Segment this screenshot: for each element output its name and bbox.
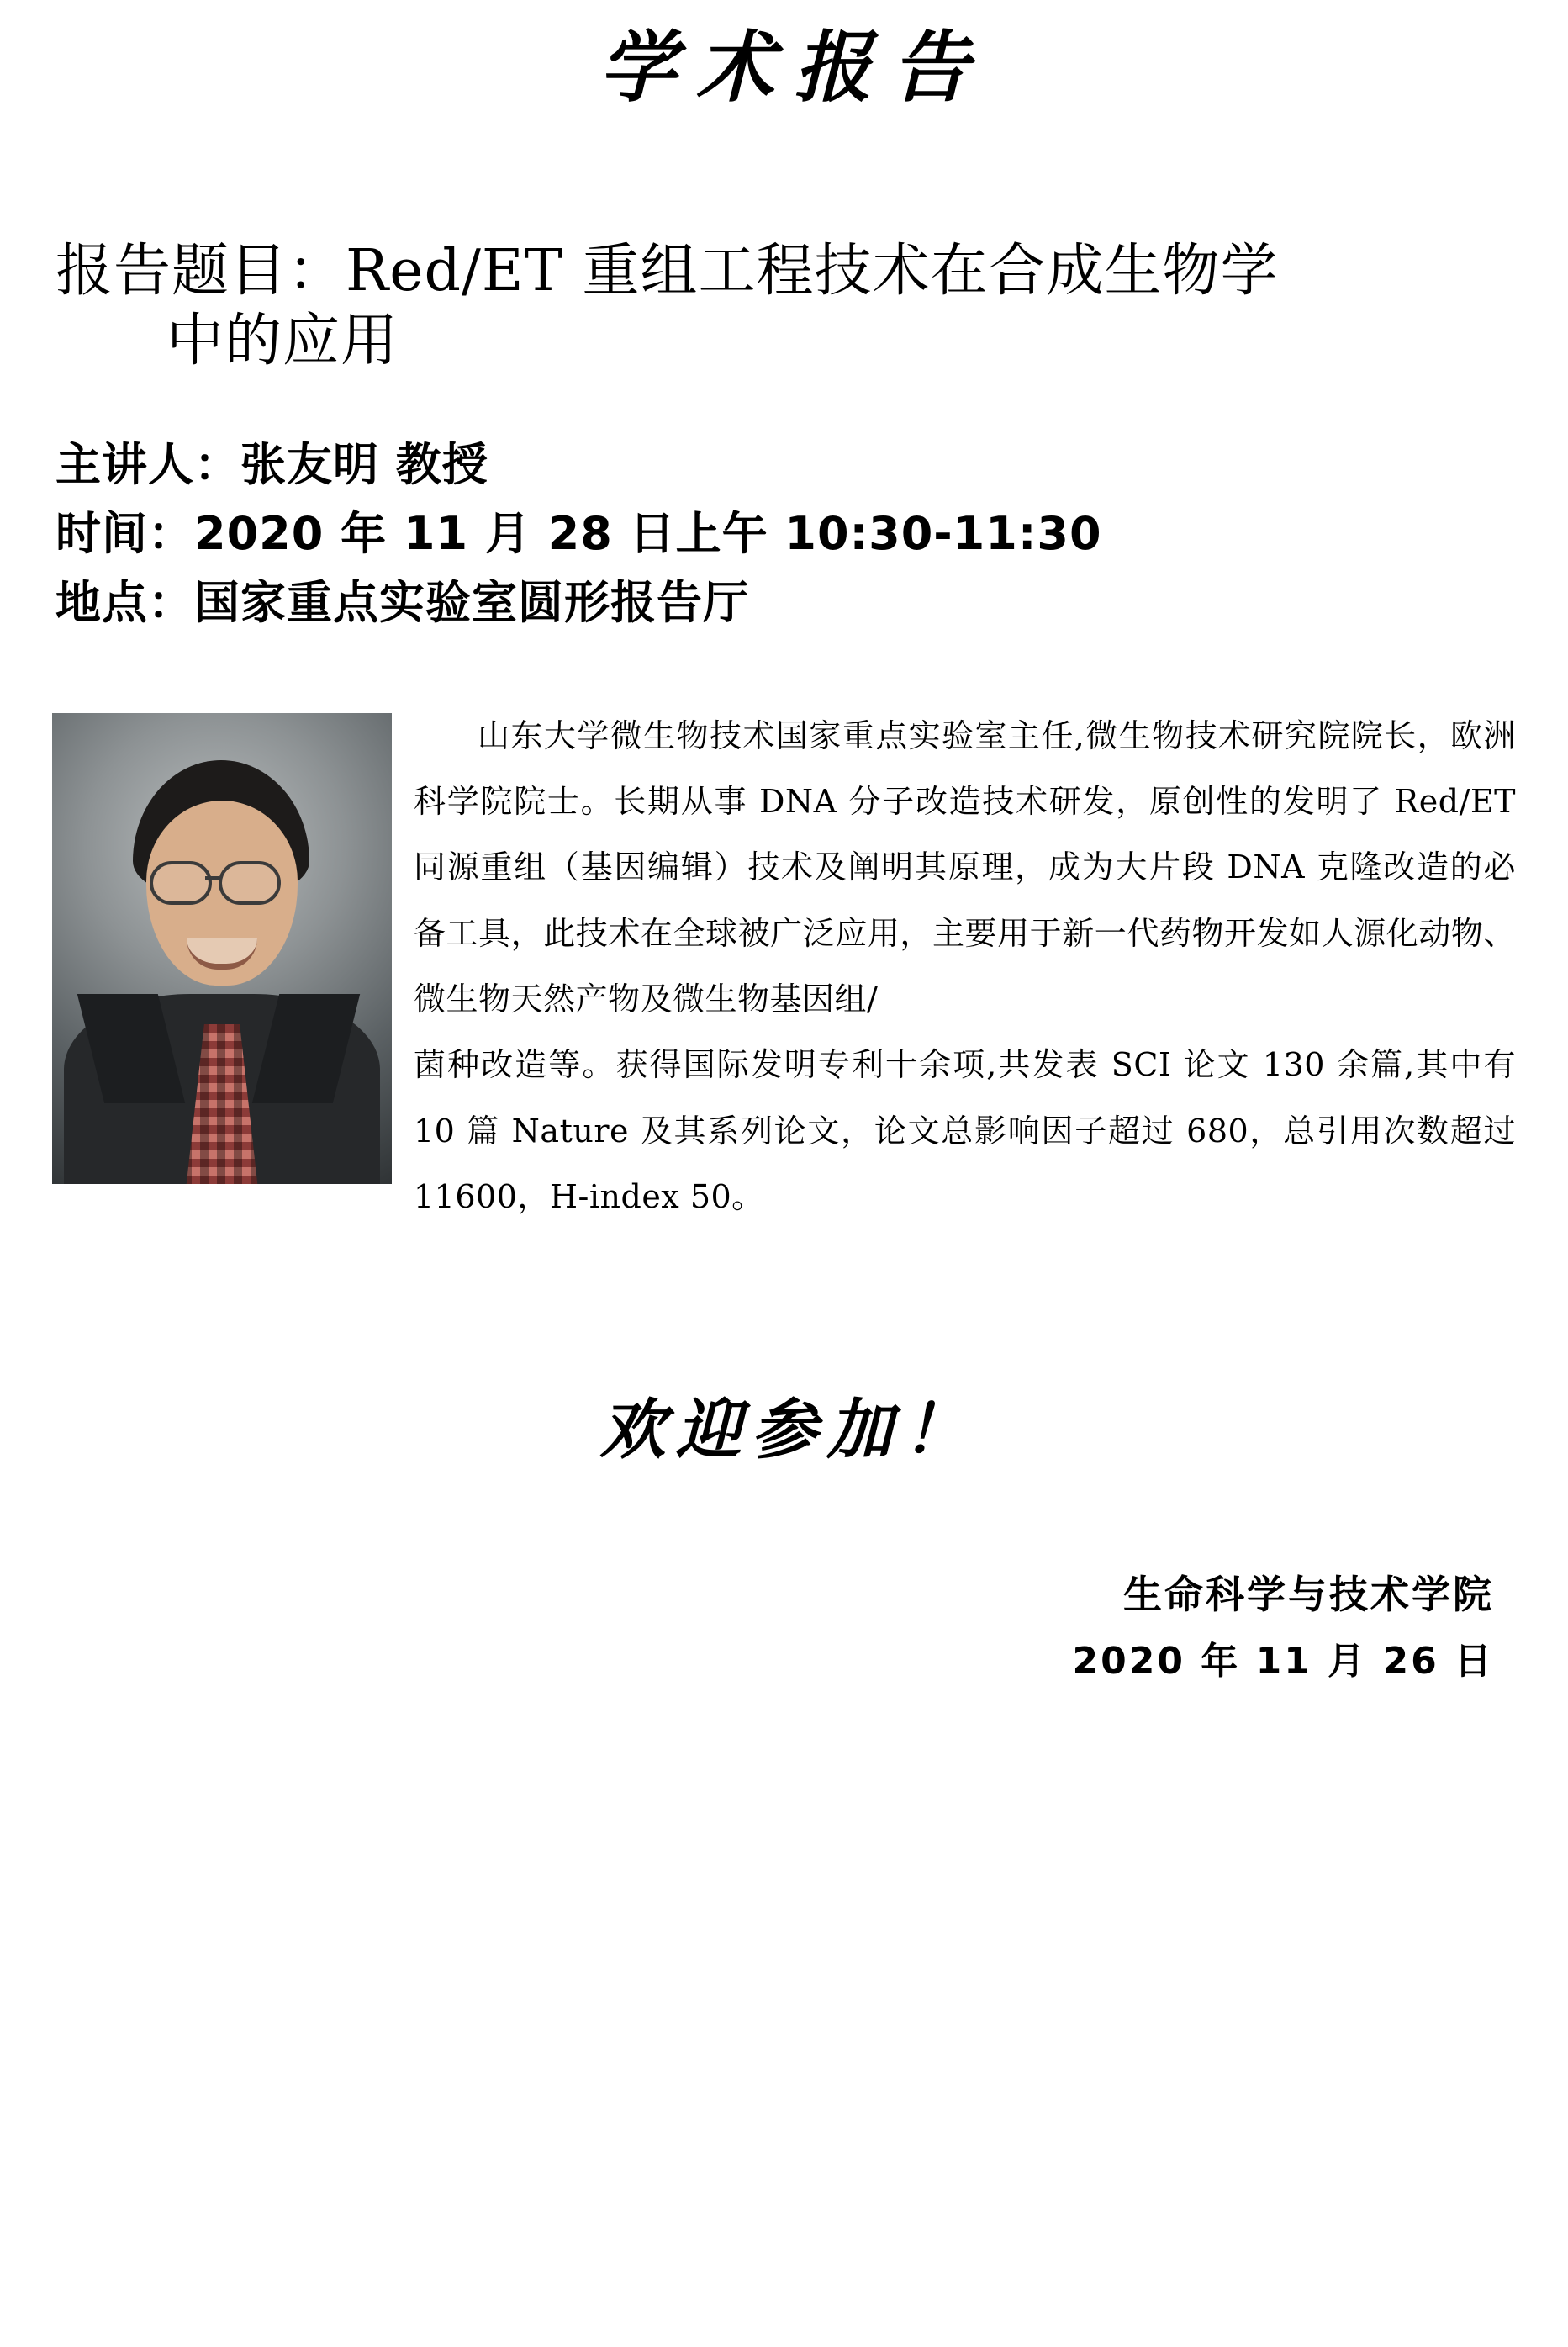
portrait-glasses-bridge bbox=[205, 876, 219, 880]
signature-organization: 生命科学与技术学院 bbox=[1123, 1572, 1494, 1618]
signature-date: 2020 年 11 月 26 日 bbox=[1072, 1639, 1494, 1683]
bio-paragraph-1: 山东大学微生物技术国家重点实验室主任,微生物技术研究院院长，欧洲科学院院士。长期从事 DNA 分子改造技术研发，原创性的发明了 Red/ET 同源重组（基因编辑）技术及阐明其原理，成为大片段 DNA 克隆改造的必备工具，此技术在全球被广泛应用，主要用于新一代药物开发如人源化动物、微生物天然产物及微生物基因组/ bbox=[414, 716, 1516, 1018]
speaker-bio-section bbox=[52, 703, 1516, 1229]
portrait-glasses-right bbox=[219, 861, 281, 905]
talk-title-line2: 中的应用 bbox=[166, 307, 399, 374]
bio-paragraph-2: 菌种改造等。获得国际发明专利十余项,共发表 SCI 论文 130 余篇,其中有 10 篇 Nature 及其系列论文，论文总影响因子超过 680，总引用次数超过 11600，H-index 50。 bbox=[414, 1046, 1516, 1215]
talk-title bbox=[55, 237, 1516, 377]
talk-title-block bbox=[52, 237, 1516, 377]
poster-header-title: 学术报告 bbox=[599, 22, 990, 113]
signature-block bbox=[52, 1564, 1516, 1696]
meta-time: 时间：2020 年 11 月 28 日上午 10:30-11:30 bbox=[55, 506, 1102, 560]
portrait-glasses-left bbox=[150, 861, 212, 905]
talk-meta-block bbox=[52, 431, 1516, 637]
meta-speaker: 主讲人：张友明 教授 bbox=[55, 437, 488, 491]
welcome-note: 欢迎参加！ bbox=[599, 1392, 979, 1469]
talk-title-line1: 报告题目：Red/ET 重组工程技术在合成生物学 bbox=[55, 237, 1279, 304]
speaker-portrait bbox=[52, 713, 392, 1184]
meta-location: 地点：国家重点实验室圆形报告厅 bbox=[55, 575, 749, 629]
